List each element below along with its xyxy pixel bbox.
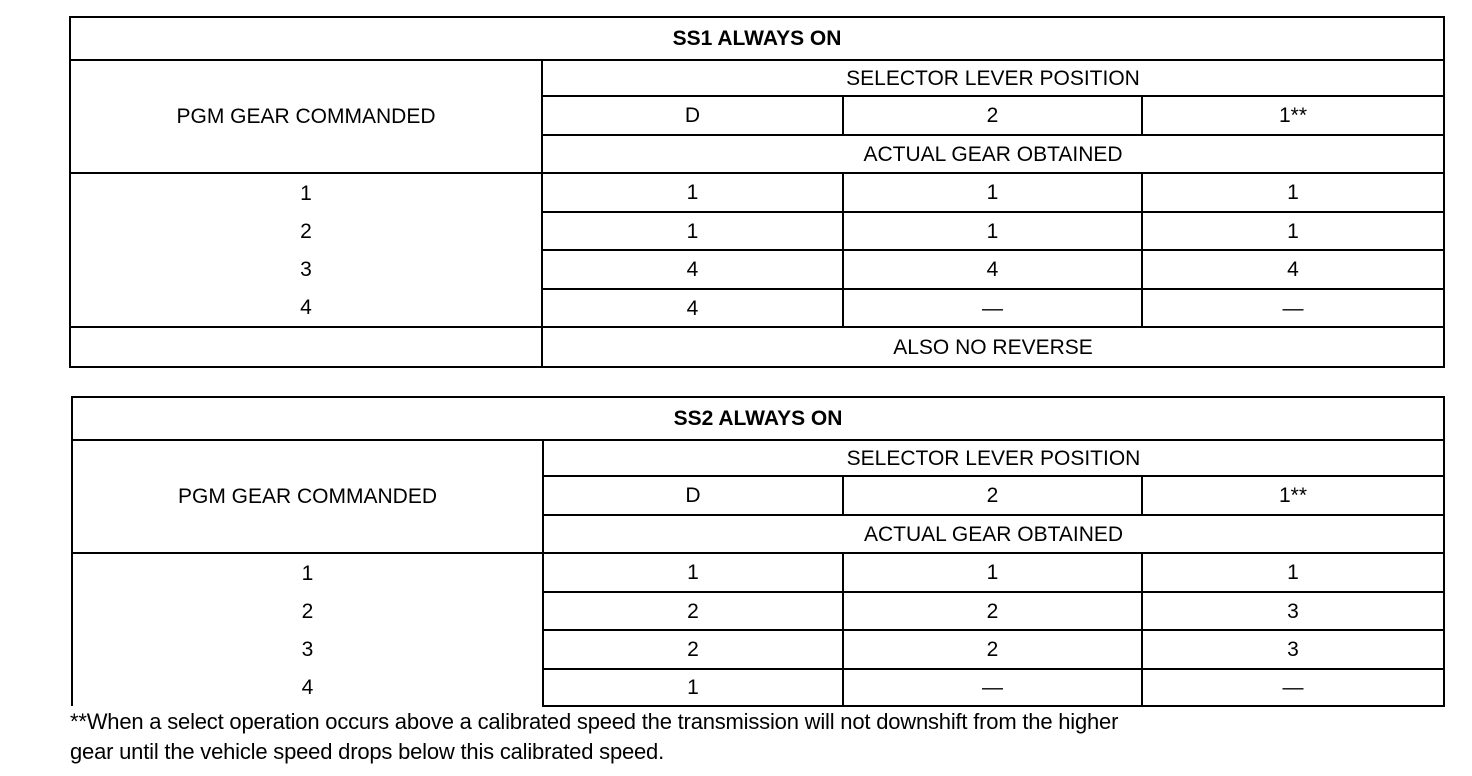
commanded-gear-cell: 4 bbox=[70, 289, 542, 327]
table-row bbox=[72, 553, 1444, 592]
selector-lever-position-header: SELECTOR LEVER POSITION bbox=[542, 60, 1444, 96]
pgm-gear-commanded-header: PGM GEAR COMMANDED bbox=[70, 60, 542, 173]
commanded-gear-cell: 2 bbox=[72, 592, 543, 630]
commanded-gear-cell: 3 bbox=[70, 250, 542, 289]
footnote-line-2: gear until the vehicle speed drops below this calibrated speed. bbox=[70, 739, 665, 764]
gear-cell: 3 bbox=[1142, 592, 1444, 630]
gear-cell: 1 bbox=[542, 212, 843, 250]
gear-cell: 1 bbox=[1142, 173, 1444, 212]
table-row bbox=[70, 173, 1444, 212]
gear-cell: — bbox=[1142, 669, 1444, 706]
ss2-table bbox=[71, 396, 1445, 707]
gear-cell: 2 bbox=[843, 630, 1142, 669]
gear-cell: 1 bbox=[843, 212, 1142, 250]
table-row bbox=[70, 250, 1444, 289]
gear-cell: 2 bbox=[843, 592, 1142, 630]
gear-cell: 1 bbox=[543, 669, 843, 706]
gear-cell: 1 bbox=[542, 173, 843, 212]
table-row bbox=[72, 630, 1444, 669]
commanded-gear-cell: 3 bbox=[72, 630, 543, 669]
column-header-1: 1** bbox=[1142, 96, 1444, 135]
gear-cell: 2 bbox=[543, 630, 843, 669]
column-header-d: D bbox=[543, 476, 843, 515]
commanded-gear-cell: 2 bbox=[70, 212, 542, 250]
commanded-gear-cell: 1 bbox=[72, 553, 543, 592]
also-no-reverse-note: ALSO NO REVERSE bbox=[542, 327, 1444, 367]
gear-cell: — bbox=[843, 669, 1142, 706]
table-row bbox=[70, 289, 1444, 327]
table-row bbox=[72, 669, 1444, 706]
gear-cell: 1 bbox=[1142, 553, 1444, 592]
gear-cell: — bbox=[1142, 289, 1444, 327]
column-header-1: 1** bbox=[1142, 476, 1444, 515]
pgm-gear-commanded-header: PGM GEAR COMMANDED bbox=[72, 440, 543, 553]
commanded-gear-cell: 1 bbox=[70, 173, 542, 212]
table-row bbox=[72, 592, 1444, 630]
footnote bbox=[70, 707, 1460, 767]
gear-cell: 3 bbox=[1142, 630, 1444, 669]
table-title: SS1 ALWAYS ON bbox=[70, 17, 1444, 60]
actual-gear-obtained-header: ACTUAL GEAR OBTAINED bbox=[542, 135, 1444, 173]
gear-cell: — bbox=[843, 289, 1142, 327]
gear-cell: 4 bbox=[542, 250, 843, 289]
column-header-2: 2 bbox=[843, 476, 1142, 515]
column-header-2: 2 bbox=[843, 96, 1142, 135]
column-header-d: D bbox=[542, 96, 843, 135]
empty-cell bbox=[70, 327, 542, 367]
gear-cell: 1 bbox=[843, 553, 1142, 592]
gear-cell: 4 bbox=[1142, 250, 1444, 289]
gear-cell: 4 bbox=[542, 289, 843, 327]
actual-gear-obtained-header: ACTUAL GEAR OBTAINED bbox=[543, 515, 1444, 553]
gear-cell: 1 bbox=[543, 553, 843, 592]
gear-cell: 1 bbox=[843, 173, 1142, 212]
gear-cell: 1 bbox=[1142, 212, 1444, 250]
table-title: SS2 ALWAYS ON bbox=[72, 397, 1444, 440]
gear-cell: 4 bbox=[843, 250, 1142, 289]
table-row bbox=[70, 212, 1444, 250]
gear-cell: 2 bbox=[543, 592, 843, 630]
commanded-gear-cell: 4 bbox=[72, 669, 543, 706]
ss1-table bbox=[69, 16, 1445, 368]
selector-lever-position-header: SELECTOR LEVER POSITION bbox=[543, 440, 1444, 476]
footnote-line-1: **When a select operation occurs above a calibrated speed the transmission will not downshift from the higher bbox=[70, 709, 1119, 734]
